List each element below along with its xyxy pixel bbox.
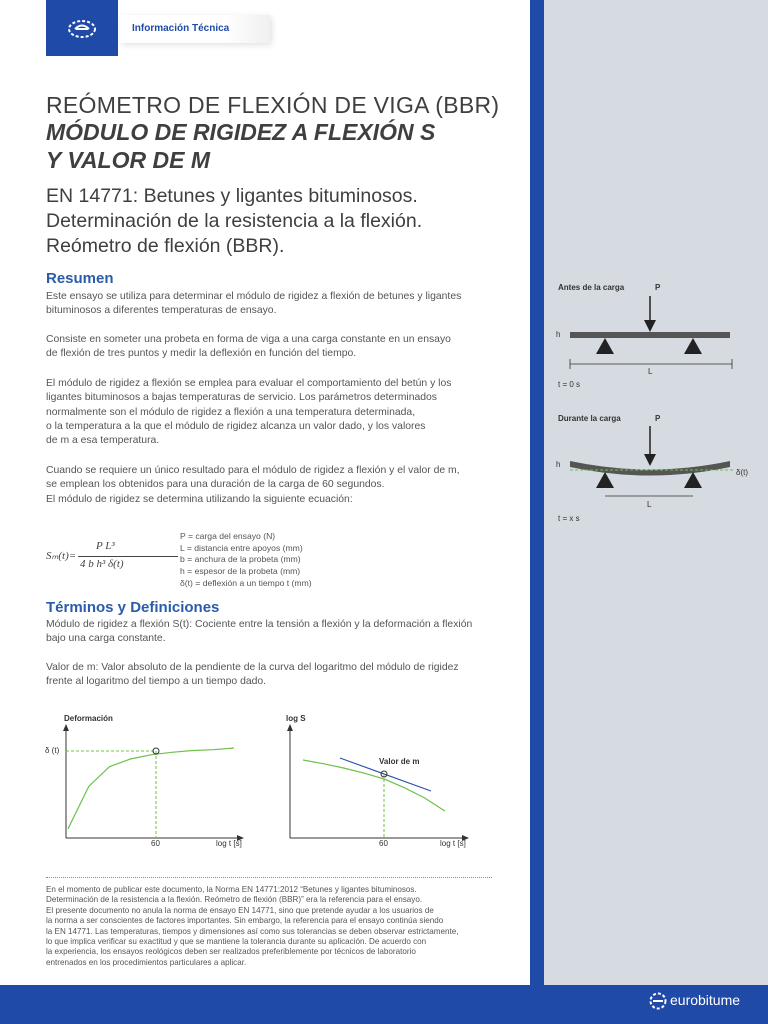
disclaimer-line: lo que implica verificar su exactitud y que se mantiene la tolerancia durante su aplicación. De acuerdo con xyxy=(46,937,427,947)
diagram-t0-label: t = 0 s xyxy=(558,380,581,389)
text-line: Módulo de rigidez a flexión S(t): Cociente entre la tensión a flexión y la deformación a flexión xyxy=(46,619,473,630)
subtitle xyxy=(46,184,526,259)
dotted-separator xyxy=(46,877,492,878)
stiffness-equation xyxy=(46,540,166,576)
text-line: El módulo de rigidez a flexión se emplea para evaluar el comportamiento del betún y los xyxy=(46,378,452,389)
text-line: Cuando se requiere un único resultado para el módulo de rigidez a flexión y el valor de m, xyxy=(46,465,460,476)
terminos-paragraph-1 xyxy=(46,618,511,647)
chart1-deformation-curve xyxy=(68,748,234,829)
resumen-paragraph-3 xyxy=(46,377,511,448)
equation-denominator: 4 b h³ δ(t) xyxy=(80,558,124,570)
diagram-before-label: Antes de la carga xyxy=(558,283,625,292)
text-line: frente al logaritmo del tiempo a un tiempo dado. xyxy=(46,676,267,688)
deformation-chart xyxy=(40,708,255,853)
disclaimer-line: la norma a ser conscientes de factores importantes. Sin embargo, la referencia para el ensayo continúa siendo xyxy=(46,916,444,926)
text-line: El módulo de rigidez se determina utilizando la siguiente ecuación: xyxy=(46,493,353,505)
equation-fraction-bar xyxy=(78,556,178,557)
resumen-paragraph-4 xyxy=(46,464,511,507)
text-line: normalmente son el módulo de rigidez a flexión a una temperatura determinada, xyxy=(46,406,416,418)
disclaimer-line: la EN 14771. Las temperaturas, tiempos y dimensiones así como sus tolerancias se deben observar estrictamente, xyxy=(46,926,459,936)
disclaimer-line: En el momento de publicar este documento, la Norma EN 14771:2012 “Betunes y ligantes bituminosos. xyxy=(46,885,417,894)
diagram-tx-label: t = x s xyxy=(558,514,580,523)
text-line: bajo una carga constante. xyxy=(46,633,166,645)
support-left-1-icon xyxy=(596,338,614,354)
legend-item: b = anchura de la probeta (mm) xyxy=(180,554,301,565)
title-line-1: REÓMETRO DE FLEXIÓN DE VIGA (BBR) xyxy=(46,92,500,118)
eurobitume-logo-icon xyxy=(66,18,98,40)
text-line: Consiste en someter una probeta en forma de viga a una carga constante en un ensayo xyxy=(46,334,451,345)
diagram-l-label-2: L xyxy=(647,500,652,509)
disclaimer xyxy=(46,885,496,968)
support-right-2-icon xyxy=(684,472,702,488)
text-line: Este ensayo se utiliza para determinar el módulo de rigidez a flexión de betunes y ligantes xyxy=(46,291,462,302)
legend-item: P = carga del ensayo (N) xyxy=(180,531,276,541)
chart2-x-tick: 60 xyxy=(379,839,388,848)
text-line: de m a esa temperatura. xyxy=(46,435,160,447)
equation-legend xyxy=(180,531,312,590)
disclaimer-line: El presente documento no anula la norma de ensayo EN 14771, sino que pretende ayudar a los usuarios de xyxy=(46,905,434,915)
legend-item: h = espesor de la probeta (mm) xyxy=(180,566,301,577)
text-line: Valor de m: Valor absoluto de la pendiente de la curva del logaritmo del módulo de rigidez xyxy=(46,662,459,673)
resumen-paragraph-2 xyxy=(46,333,511,362)
diagram-p-label-1: P xyxy=(655,283,661,292)
beam-diagram xyxy=(550,280,760,530)
eurobitume-footer-logo-icon xyxy=(648,991,668,1011)
equation-lhs: Sₘ(t)= xyxy=(46,550,77,562)
chart1-xlabel: log t [s] xyxy=(216,839,242,848)
diagram-l-label-1: L xyxy=(648,367,653,376)
diagram-h-label-1: h xyxy=(556,330,561,339)
chart1-ylabel: Deformación xyxy=(64,714,113,723)
legend-item: δ(t) = deflexión a un tiempo t (mm) xyxy=(180,577,312,588)
right-blue-stripe xyxy=(530,0,544,985)
chart1-y-tick: δ (t) xyxy=(45,746,60,755)
diagram-delta-label: δ(t) xyxy=(736,468,749,477)
equation-numerator: P L³ xyxy=(96,540,115,552)
resumen-paragraph-1 xyxy=(46,290,511,319)
disclaimer-line: entrenados en los procedimientos particulares a aplicar. xyxy=(46,957,247,967)
chart2-xlabel: log t [s] xyxy=(440,839,466,848)
load-arrow-2-head-icon xyxy=(644,454,656,466)
terminos-heading: Términos y Definiciones xyxy=(46,599,220,616)
terminos-paragraph-2 xyxy=(46,661,511,690)
logo-box xyxy=(46,0,118,56)
load-arrow-1-head-icon xyxy=(644,320,656,332)
disclaimer-line: Determinación de la resistencia a la flexión. Reómetro de flexión (BBR)” era la referencia para el ensayo. xyxy=(46,895,423,905)
chart1-x-tick: 60 xyxy=(151,839,160,848)
diagram-h-label-2: h xyxy=(556,460,561,469)
footer-brand-name: eurobitume xyxy=(670,992,741,1008)
chart2-ylabel: log S xyxy=(286,714,306,723)
beam-before xyxy=(570,332,730,338)
text-line: se emplean los obtenidos para una duración de la carga de 60 segundos. xyxy=(46,479,385,491)
text-line: o la temperatura a la que el módulo de rigidez alcanza un valor dado, y los valores xyxy=(46,420,426,432)
disclaimer-line: la experiencia, los ensayos reológicos deben ser realizados preferiblemente por técnicos de laboratorio xyxy=(46,947,416,957)
subtitle-line-1: EN 14771: Betunes y ligantes bituminosos. xyxy=(46,185,418,207)
legend-item: L = distancia entre apoyos (mm) xyxy=(180,542,303,553)
text-line: de flexión de tres puntos y medir la deflexión en función del tiempo. xyxy=(46,348,357,360)
text-line: ligantes bituminosos a bajas temperaturas de servicio. Los parámetros determinados xyxy=(46,392,438,404)
header-tab xyxy=(120,15,270,43)
support-left-2-icon xyxy=(596,472,614,488)
subtitle-line-2: Determinación de la resistencia a la flexión. xyxy=(46,210,423,232)
diagram-during-label: Durante la carga xyxy=(558,414,621,423)
subtitle-line-3: Reómetro de flexión (BBR). xyxy=(46,235,285,257)
chart2-logs-curve xyxy=(303,760,445,811)
header-tab-label: Información Técnica xyxy=(132,23,230,34)
title-line-3: Y VALOR DE M xyxy=(46,147,210,173)
chart2-y-arrow-icon xyxy=(287,724,293,731)
title-line-2: MÓDULO DE RIGIDEZ A FLEXIÓN S xyxy=(46,119,436,145)
text-line: bituminosos a diferentes temperaturas de ensayo. xyxy=(46,305,277,317)
log-s-chart xyxy=(265,708,485,853)
chart2-annotation: Valor de m xyxy=(379,757,420,766)
diagram-p-label-2: P xyxy=(655,414,661,423)
chart1-y-arrow-icon xyxy=(63,724,69,731)
resumen-heading: Resumen xyxy=(46,270,114,287)
support-right-1-icon xyxy=(684,338,702,354)
